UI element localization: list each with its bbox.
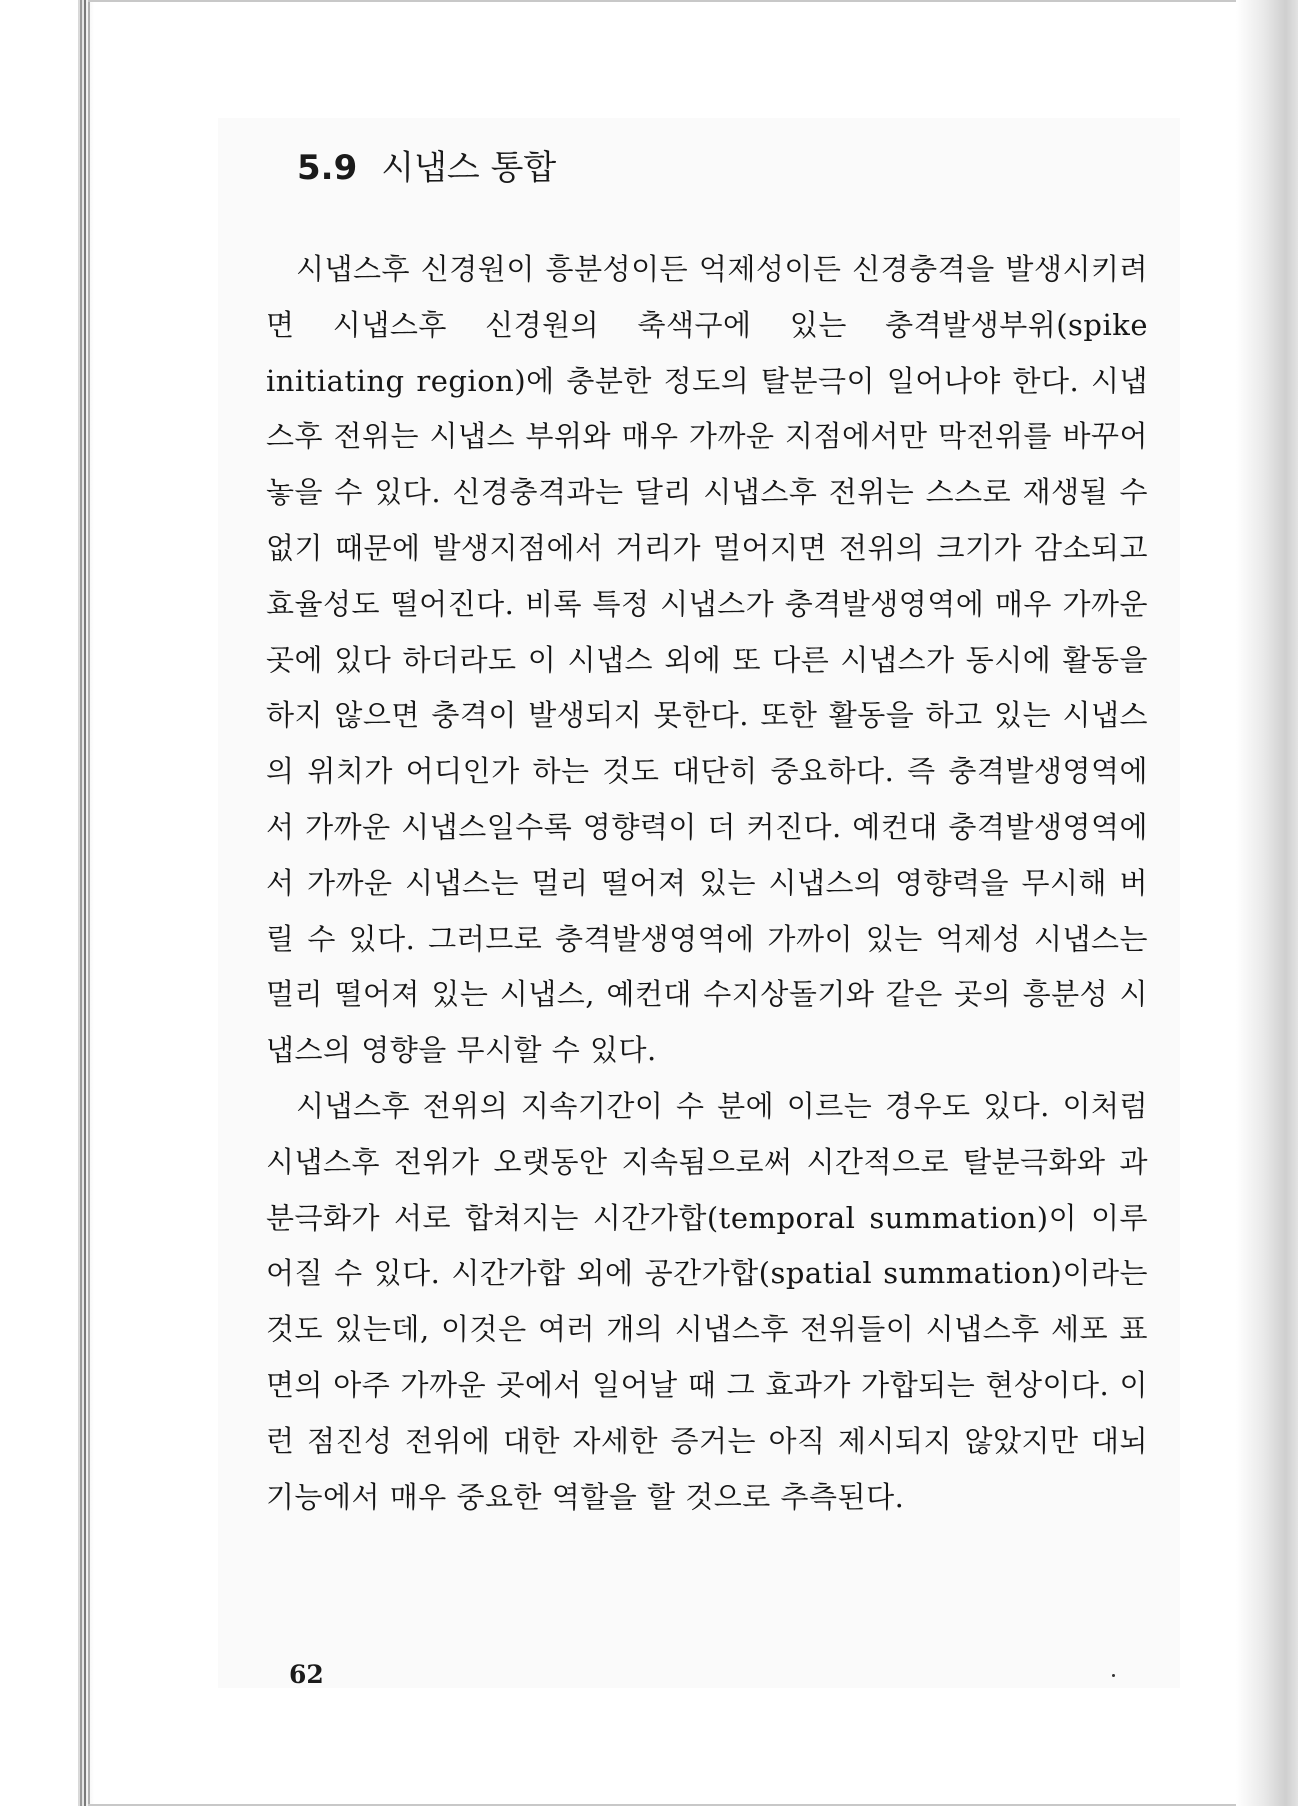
page-number: 62: [289, 1660, 324, 1689]
section-title: 시냅스 통합: [381, 148, 557, 188]
body-text: [266, 242, 1148, 1525]
scan-speck: [1112, 1674, 1115, 1677]
section-number: 5.9: [297, 148, 358, 188]
paragraph: 시냅스후 전위의 지속기간이 수 분에 이르는 경우도 있다. 이처럼 시냅스후 전위가 오랫동안 지속됨으로써 시간적으로 탈분극화와 과분극화가 서로 합쳐지는 시간가합(temporal summation)이 이루어질 수 있다. 시간가합 외에 공간가합(spatial summation)이라는 것도 있는데, 이것은 여러 개의 시냅스후 전위들이 시냅스후 세포 표면의 아주 가까운 곳에서 일어날 때 그 효과가 가합되는 현상이다. 이런 점진성 전위에 대한 자세한 증거는 아직 제시되지 않았지만 대뇌 기능에서 매우 중요한 역할을 할 것으로 추측된다.: [266, 1088, 1148, 1514]
page-edge-line: [84, 0, 86, 1806]
section-heading: [297, 140, 556, 189]
paragraph: 시냅스후 신경원이 흥분성이든 억제성이든 신경충격을 발생시키려면 시냅스후 신경원의 축색구에 있는 충격발생부위(spike initiating region)에 충분한 정도의 탈분극이 일어나야 한다. 시냅스후 전위는 시냅스 부위와 매우 가까운 지점에서만 막전위를 바꾸어 놓을 수 있다. 신경충격과는 달리 시냅스후 전위는 스스로 재생될 수 없기 때문에 발생지점에서 거리가 멀어지면 전위의 크기가 감소되고 효율성도 떨어진다. 비록 특정 시냅스가 충격발생영역에 매우 가까운 곳에 있다 하더라도 이 시냅스 외에 또 다른 시냅스가 동시에 활동을 하지 않으면 충격이 발생되지 못한다. 또한 활동을 하고 있는 시냅스의 위치가 어디인가 하는 것도 대단히 중요하다. 즉 충격발생영역에서 가까운 시냅스일수록 영향력이 더 커진다. 예컨대 충격발생영역에서 가까운 시냅스는 멀리 떨어져 있는 시냅스의 영향력을 무시해 버릴 수 있다. 그러므로 충격발생영역에 가까이 있는 억제성 시냅스는 멀리 떨어져 있는 시냅스, 예컨대 수지상돌기와 같은 곳의 흥분성 시냅스의 영향을 무시할 수 있다.: [266, 252, 1148, 1068]
page-edge-line: [88, 0, 90, 1806]
page-edge-line: [80, 0, 82, 1806]
page-curl-shadow: [1236, 0, 1298, 1806]
page-top-edge: [88, 0, 1258, 2]
